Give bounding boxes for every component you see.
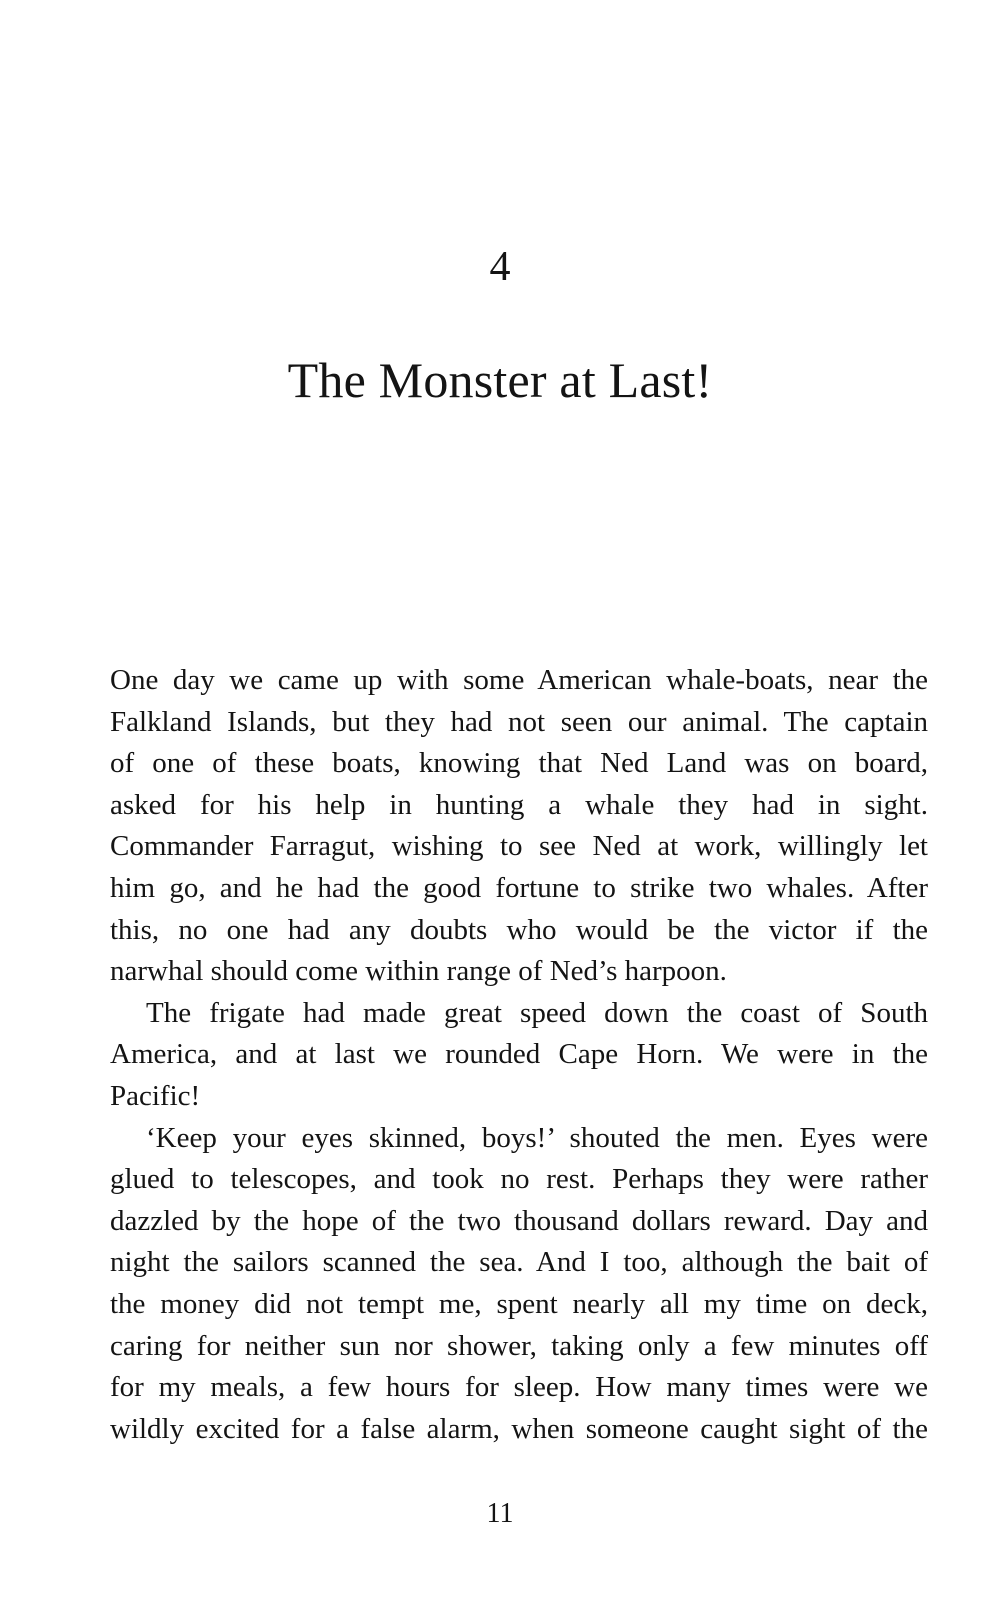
paragraph-2-line-1: The frigate had made great speed down the coast of South <box>146 996 928 1029</box>
paragraph-1-line-6: him go, and he had the good fortune to strike two whales. After <box>110 871 928 904</box>
chapter-number: 4 <box>489 244 511 290</box>
paragraph-1-line-1: One day we came up with some American whale-boats, near the <box>110 664 928 696</box>
chapter-title: The Monster at Last! <box>287 352 713 408</box>
paragraph-2-line-3: Pacific! <box>110 1079 201 1112</box>
paragraph-1-line-8: narwhal should come within range of Ned’s harpoon. <box>110 955 727 988</box>
paragraph-2-line-2: America, and at last we rounded Cape Horn. We were in the <box>110 1038 928 1071</box>
chapter-body <box>110 660 928 1450</box>
paragraph-1-line-3: of one of these boats, knowing that Ned Land was on board, <box>110 747 928 780</box>
page-number: 11 <box>486 1498 514 1529</box>
paragraph-3-line-5: the money did not tempt me, spent nearly all my time on deck, <box>110 1287 928 1320</box>
paragraph-1-line-4: asked for his help in hunting a whale they had in sight. <box>110 788 928 821</box>
paragraph-1-line-7: this, no one had any doubts who would be the victor if the <box>110 913 928 946</box>
paragraph-3-line-8: wildly excited for a false alarm, when someone caught sight of the <box>110 1412 928 1445</box>
paragraph-3-line-2: glued to telescopes, and took no rest. Perhaps they were rather <box>110 1163 928 1196</box>
paragraph-3-line-1: ‘Keep your eyes skinned, boys!’ shouted the men. Eyes were <box>146 1121 928 1154</box>
paragraph-3-line-3: dazzled by the hope of the two thousand dollars reward. Day and <box>110 1204 928 1237</box>
paragraph-1-line-5: Commander Farragut, wishing to see Ned at work, willingly let <box>110 830 928 863</box>
paragraph-3-line-6: caring for neither sun nor shower, taking only a few minutes off <box>110 1329 928 1362</box>
paragraph-3-line-7: for my meals, a few hours for sleep. How many times were we <box>110 1371 928 1404</box>
paragraph-3-line-4: night the sailors scanned the sea. And I too, although the bait of <box>110 1246 928 1279</box>
paragraph-1-line-2: Falkland Islands, but they had not seen our animal. The captain <box>110 705 928 738</box>
